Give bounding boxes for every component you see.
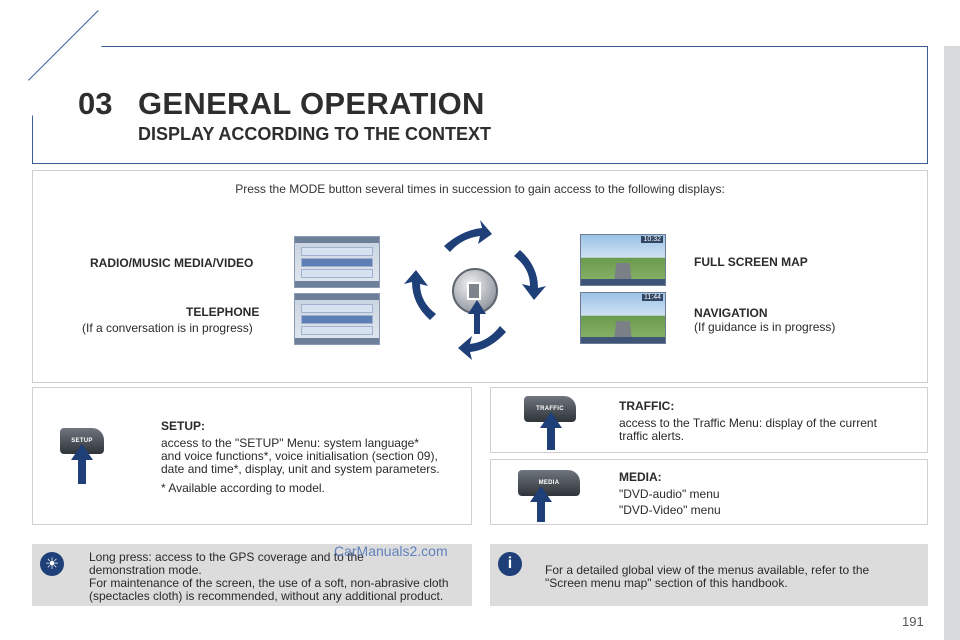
media-button[interactable]: MEDIA	[518, 470, 580, 496]
setup-press-arrow-icon	[71, 444, 93, 484]
radio-screen-thumbnail	[294, 236, 380, 288]
label-navigation-note: (If guidance is in progress)	[694, 320, 836, 334]
traffic-button[interactable]: TRAFFIC	[524, 396, 576, 422]
setup-button[interactable]: SETUP	[60, 428, 104, 454]
traffic-press-arrow-icon	[540, 412, 562, 450]
mode-press-arrow-icon	[468, 300, 486, 334]
page-title: GENERAL OPERATION	[138, 86, 485, 121]
label-telephone: TELEPHONE	[186, 305, 260, 319]
menu-map-note-line-2: "Screen menu map" section of this handbook.	[545, 576, 788, 590]
watermark: CarManuals2.com	[334, 543, 448, 559]
setup-text-line-3: date and time*, display, unit and system parameters.	[161, 462, 440, 476]
label-telephone-note: (If a conversation is in progress)	[82, 321, 253, 335]
page-number: 191	[902, 614, 924, 629]
setup-text-line-2: and voice functions*, voice initialisation (section 09),	[161, 449, 438, 463]
label-full-map: FULL SCREEN MAP	[694, 255, 808, 269]
setup-footnote: * Available according to model.	[161, 481, 325, 495]
setup-text-line-1: access to the "SETUP" Menu: system language*	[161, 436, 419, 450]
gps-note-line-2: demonstration mode.	[89, 563, 202, 577]
map-clock: 10:32	[643, 236, 661, 243]
info-icon: i	[498, 552, 522, 576]
traffic-heading: TRAFFIC:	[619, 399, 675, 413]
media-press-arrow-icon	[530, 486, 552, 522]
traffic-text-line-1: access to the Traffic Menu: display of the current	[619, 416, 877, 430]
label-radio-media: RADIO/MUSIC MEDIA/VIDEO	[90, 256, 254, 270]
gps-note-line-1: Long press: access to the GPS coverage and to the	[89, 550, 364, 564]
arrow-top-right-icon	[444, 220, 492, 252]
media-heading: MEDIA:	[619, 470, 662, 484]
gps-note-line-3: For maintenance of the screen, the use of a soft, non-abrasive cloth	[89, 576, 449, 590]
chapter-number: 03	[78, 86, 113, 121]
side-tab-bar	[944, 46, 960, 640]
arrow-left-icon	[404, 270, 436, 320]
label-navigation: NAVIGATION	[694, 306, 768, 320]
arrow-right-icon	[514, 250, 546, 300]
menu-map-note-line-1: For a detailed global view of the menus available, refer to the	[545, 563, 870, 577]
setup-heading: SETUP:	[161, 419, 206, 433]
traffic-text-line-2: traffic alerts.	[619, 429, 685, 443]
telephone-screen-thumbnail	[294, 293, 380, 345]
navigation-thumbnail	[580, 292, 666, 344]
media-text-line-1: "DVD-audio" menu	[619, 487, 720, 501]
gps-note-line-4: (spectacles cloth) is recommended, without any additional product.	[89, 589, 444, 603]
full-map-thumbnail	[580, 234, 666, 286]
page-subtitle: DISPLAY ACCORDING TO THE CONTEXT	[138, 124, 492, 144]
navigation-clock: 11:44	[644, 294, 661, 301]
sun-icon: ☀	[40, 552, 64, 576]
mode-icon	[467, 282, 481, 300]
media-text-line-2: "DVD-Video" menu	[619, 503, 721, 517]
mode-instruction: Press the MODE button several times in succession to gain access to the following displays:	[235, 182, 725, 196]
